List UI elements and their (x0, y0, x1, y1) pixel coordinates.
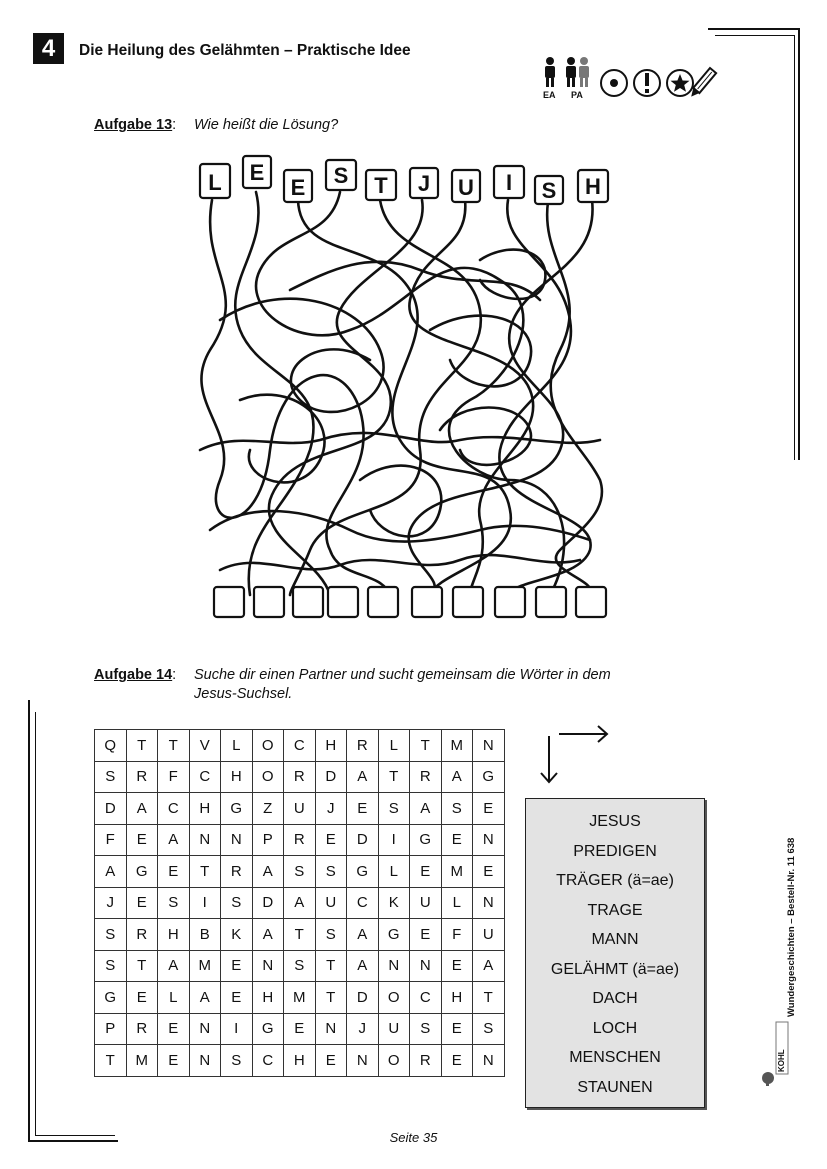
maze-letter-7: U (458, 175, 474, 200)
grid-cell: V (189, 730, 221, 762)
grid-cell: R (410, 1045, 442, 1077)
grid-cell: S (158, 887, 190, 919)
grid-cell: E (126, 824, 158, 856)
grid-cell: A (347, 950, 379, 982)
grid-cell: A (126, 793, 158, 825)
grid-cell: M (189, 950, 221, 982)
sidebar-order-text: Wundergeschichten – Bestell-Nr. 11 638 (786, 837, 797, 1017)
grid-cell: M (126, 1045, 158, 1077)
grid-cell: S (315, 856, 347, 888)
task-13-question: Wie heißt die Lösung? (194, 117, 339, 133)
grid-cell: A (473, 950, 505, 982)
grid-cell: T (473, 982, 505, 1014)
chapter-number-badge: 4 (33, 33, 64, 64)
grid-cell: E (126, 887, 158, 919)
grid-cell: G (252, 1013, 284, 1045)
grid-cell: P (95, 1013, 127, 1045)
grid-cell: T (126, 950, 158, 982)
grid-cell: S (284, 950, 316, 982)
arrow-right-icon (559, 726, 607, 742)
maze-letter-9: S (541, 178, 557, 203)
grid-cell: O (252, 761, 284, 793)
grid-cell: G (378, 919, 410, 951)
task-14-label: Aufgabe 14 (94, 667, 173, 683)
grid-cell: H (221, 761, 253, 793)
grid-cell: N (473, 887, 505, 919)
grid-cell: S (378, 793, 410, 825)
grid-row (95, 793, 505, 825)
maze-answer-boxes (214, 587, 606, 617)
grid-cell: E (158, 1013, 190, 1045)
direction-arrow-icons (535, 722, 615, 786)
grid-cell: E (284, 1013, 316, 1045)
grid-cell: Z (252, 793, 284, 825)
grid-cell: N (410, 950, 442, 982)
grid-cell: U (410, 887, 442, 919)
answer-box-2 (254, 587, 284, 617)
letter-maze (180, 150, 620, 625)
grid-cell: I (189, 887, 221, 919)
grid-cell: G (347, 856, 379, 888)
grid-cell: T (95, 1045, 127, 1077)
grid-row (95, 982, 505, 1014)
grid-cell: A (189, 982, 221, 1014)
grid-cell: E (441, 1045, 473, 1077)
grid-cell: U (315, 887, 347, 919)
grid-cell: H (284, 1045, 316, 1077)
grid-cell: C (158, 793, 190, 825)
maze-drawing (180, 150, 620, 625)
grid-cell: U (473, 919, 505, 951)
word-list (526, 799, 704, 1102)
maze-letter-5: T (374, 173, 388, 198)
task-14-heading: Aufgabe 14: Suche dir einen Partner und sucht gemeinsam die Wörter in dem Jesus-Suchsel. (94, 667, 611, 702)
grid-cell: S (95, 761, 127, 793)
grid-cell: T (189, 856, 221, 888)
grid-cell: H (252, 982, 284, 1014)
grid-cell: E (315, 1045, 347, 1077)
grid-cell: S (95, 919, 127, 951)
grid-cell: D (252, 887, 284, 919)
grid-cell: C (410, 982, 442, 1014)
word-list-item: GELÄHMT (ä=ae) (550, 960, 680, 978)
grid-cell: N (252, 950, 284, 982)
grid-cell: E (221, 982, 253, 1014)
grid-cell: R (410, 761, 442, 793)
grid-row (95, 1013, 505, 1045)
single-work-icon (545, 57, 555, 87)
grid-cell: F (158, 761, 190, 793)
ea-label: EA (543, 90, 556, 100)
answer-box-4 (328, 587, 358, 617)
grid-cell: G (95, 982, 127, 1014)
grid-cell: R (284, 761, 316, 793)
grid-cell: O (378, 1045, 410, 1077)
star-icon (667, 70, 693, 96)
grid-cell: R (126, 1013, 158, 1045)
grid-cell: O (378, 982, 410, 1014)
grid-cell: M (441, 730, 473, 762)
grid-cell: N (347, 1045, 379, 1077)
grid-cell: C (284, 730, 316, 762)
exclamation-icon (634, 70, 660, 96)
grid-cell: A (158, 950, 190, 982)
task-14-instruction-line1: Suche dir einen Partner und sucht gemeinsam die Wörter in dem (194, 667, 611, 683)
grid-cell: A (284, 887, 316, 919)
grid-cell: N (221, 824, 253, 856)
grid-cell: O (252, 730, 284, 762)
grid-cell: G (410, 824, 442, 856)
word-list-box (525, 798, 705, 1108)
maze-letter-1: L (208, 170, 222, 195)
grid-cell: S (315, 919, 347, 951)
grid-cell: F (441, 919, 473, 951)
grid-cell: S (473, 1013, 505, 1045)
grid-cell: E (221, 950, 253, 982)
grid-cell: D (315, 761, 347, 793)
grid-cell: E (347, 793, 379, 825)
grid-cell: R (347, 730, 379, 762)
grid-row (95, 856, 505, 888)
grid-cell: G (126, 856, 158, 888)
grid-cell: S (284, 856, 316, 888)
grid-cell: N (315, 1013, 347, 1045)
grid-cell: E (441, 1013, 473, 1045)
grid-cell: B (189, 919, 221, 951)
answer-box-5 (368, 587, 398, 617)
grid-row (95, 824, 505, 856)
grid-cell: R (126, 761, 158, 793)
work-form-icons (540, 56, 730, 102)
grid-cell: H (189, 793, 221, 825)
grid-cell: L (221, 730, 253, 762)
grid-cell: R (126, 919, 158, 951)
grid-cell: K (221, 919, 253, 951)
grid-cell: L (378, 856, 410, 888)
task-14-instruction-line2: Jesus-Suchsel. (194, 686, 293, 702)
grid-cell: A (347, 761, 379, 793)
grid-cell: J (315, 793, 347, 825)
grid-cell: H (315, 730, 347, 762)
answer-box-1 (214, 587, 244, 617)
grid-cell: J (347, 1013, 379, 1045)
grid-row (95, 730, 505, 762)
grid-cell: N (473, 730, 505, 762)
grid-cell: E (441, 824, 473, 856)
grid-cell: Q (95, 730, 127, 762)
grid-cell: N (378, 950, 410, 982)
grid-cell: R (221, 856, 253, 888)
grid-cell: L (441, 887, 473, 919)
grid-cell: S (221, 887, 253, 919)
grid-cell: G (221, 793, 253, 825)
grid-cell: L (378, 730, 410, 762)
grid-cell: R (284, 824, 316, 856)
grid-cell: E (473, 856, 505, 888)
page-number: Seite 35 (389, 1130, 438, 1145)
word-list-item: LOCH (592, 1019, 638, 1037)
grid-cell: S (441, 793, 473, 825)
publisher-logo (760, 1018, 792, 1088)
word-list-item: TRÄGER (ä=ae) (556, 872, 674, 889)
grid-cell: U (284, 793, 316, 825)
grid-cell: G (473, 761, 505, 793)
grid-cell: N (189, 1045, 221, 1077)
grid-cell: E (158, 1045, 190, 1077)
grid-cell: H (158, 919, 190, 951)
page-title: Die Heilung des Gelähmten – Praktische Idee (79, 42, 411, 59)
grid-cell: I (221, 1013, 253, 1045)
grid-cell: T (315, 950, 347, 982)
answer-box-7 (453, 587, 483, 617)
grid-cell: H (441, 982, 473, 1014)
pa-label: PA (571, 90, 583, 100)
grid-cell: M (284, 982, 316, 1014)
maze-letter-10: H (585, 174, 601, 199)
grid-cell: A (252, 919, 284, 951)
grid-cell: N (473, 824, 505, 856)
word-search-grid (94, 729, 505, 1077)
task-13-label: Aufgabe 13 (94, 117, 173, 133)
grid-cell: S (95, 950, 127, 982)
word-list-item: JESUS (589, 813, 641, 830)
grid-cell: I (378, 824, 410, 856)
grid-cell: E (126, 982, 158, 1014)
arrow-down-icon (541, 736, 557, 782)
grid-cell: M (441, 856, 473, 888)
grid-cell: T (284, 919, 316, 951)
word-list-item: MENSCHEN (569, 1049, 661, 1066)
word-list-item: MANN (591, 931, 639, 948)
publisher-logo-mark (760, 1018, 792, 1088)
grid-cell: S (221, 1045, 253, 1077)
grid-cell: E (473, 793, 505, 825)
grid-cell: K (378, 887, 410, 919)
maze-letter-4: S (333, 163, 349, 188)
grid-cell: A (252, 856, 284, 888)
grid-cell: A (158, 824, 190, 856)
maze-letter-8: I (505, 170, 513, 195)
grid-cell: D (347, 824, 379, 856)
answer-box-8 (495, 587, 525, 617)
grid-cell: T (126, 730, 158, 762)
grid-cell: A (95, 856, 127, 888)
maze-letter-3: E (290, 175, 306, 200)
grid-row (95, 1045, 505, 1077)
publisher-name: KOHL (777, 1049, 786, 1072)
maze-letter-6: J (417, 171, 431, 196)
target-icon (601, 70, 627, 96)
grid-cell: C (347, 887, 379, 919)
grid-cell: S (410, 1013, 442, 1045)
grid-cell: D (95, 793, 127, 825)
word-list-item: STAUNEN (577, 1078, 653, 1096)
grid-cell: D (347, 982, 379, 1014)
task-13-heading: Aufgabe 13: Wie heißt die Lösung? (94, 117, 339, 133)
word-list-item: DACH (592, 990, 638, 1007)
grid-row (95, 761, 505, 793)
grid-cell: E (410, 856, 442, 888)
grid-cell: F (95, 824, 127, 856)
answer-box-10 (576, 587, 606, 617)
grid-cell: E (441, 950, 473, 982)
grid-cell: A (410, 793, 442, 825)
grid-cell: C (189, 761, 221, 793)
grid-cell: T (158, 730, 190, 762)
grid-cell: E (315, 824, 347, 856)
answer-box-6 (412, 587, 442, 617)
grid-cell: J (95, 887, 127, 919)
work-form-icon-set (540, 56, 730, 102)
direction-arrows (535, 722, 615, 786)
grid-cell: T (378, 761, 410, 793)
grid-row (95, 919, 505, 951)
grid-cell: E (410, 919, 442, 951)
answer-box-3 (293, 587, 323, 617)
grid-cell: P (252, 824, 284, 856)
partner-work-icon (566, 57, 589, 87)
grid-row (95, 887, 505, 919)
grid-cell: T (315, 982, 347, 1014)
grid-cell: L (158, 982, 190, 1014)
grid-cell: U (378, 1013, 410, 1045)
answer-box-9 (536, 587, 566, 617)
grid-cell: A (347, 919, 379, 951)
grid-cell: C (252, 1045, 284, 1077)
grid-cell: T (410, 730, 442, 762)
maze-letter-2: E (249, 160, 265, 185)
grid-cell: E (158, 856, 190, 888)
grid-cell: A (441, 761, 473, 793)
grid-cell: N (189, 824, 221, 856)
grid-cell: N (189, 1013, 221, 1045)
tree-logo-icon (762, 1072, 774, 1086)
grid-row (95, 950, 505, 982)
word-list-item: PREDIGEN (573, 842, 657, 860)
grid-cell: N (473, 1045, 505, 1077)
word-list-item: TRAGE (587, 901, 643, 919)
